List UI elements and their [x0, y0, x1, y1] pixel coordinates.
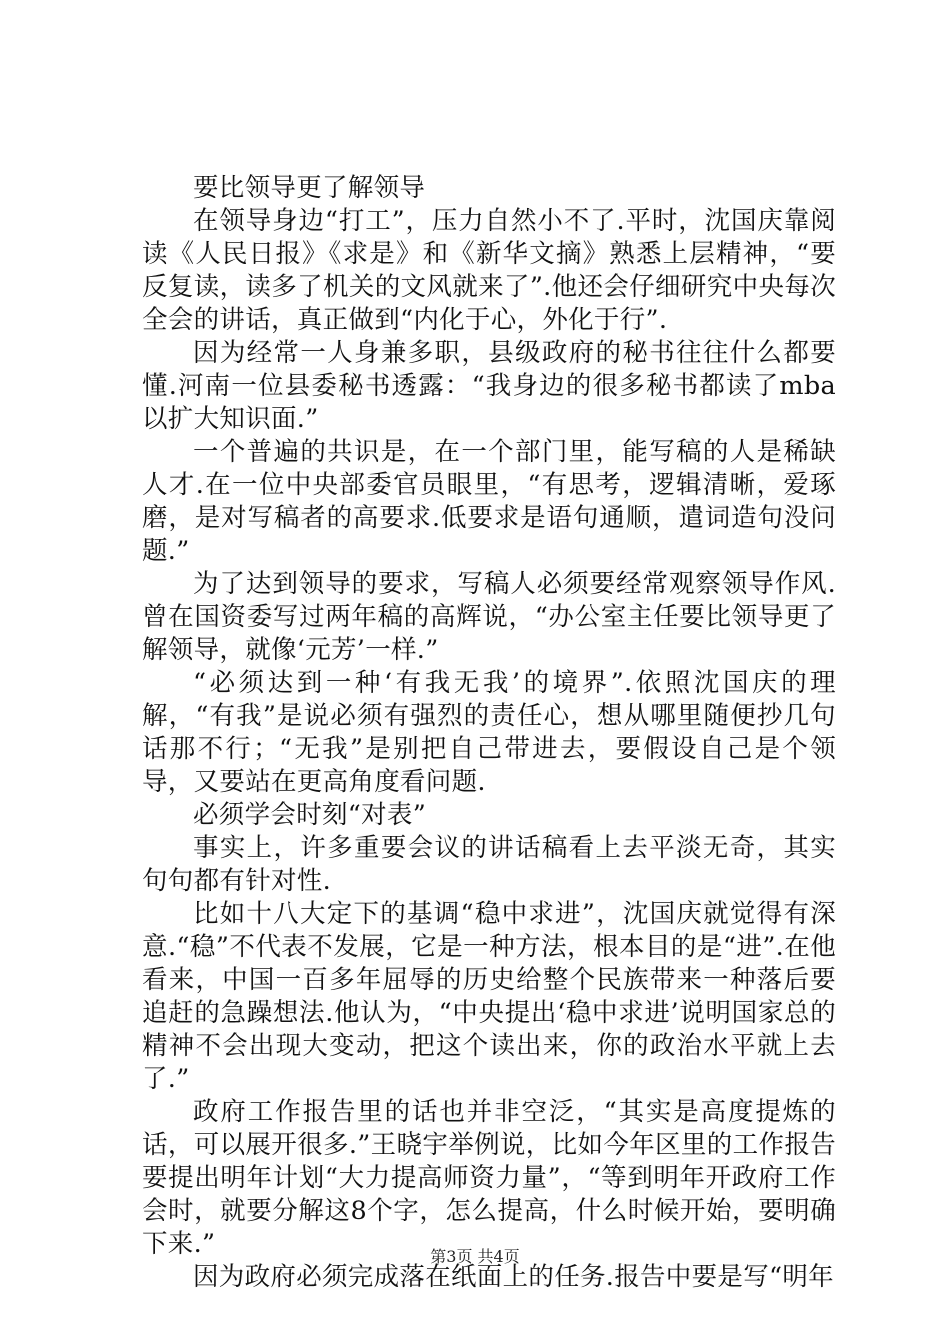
- paragraph: “必须达到一种‘有我无我’的境界”.依照沈国庆的理解，“有我”是说必须有强烈的责任心，想从哪里随便抄几句话那不行；“无我”是别把自己带进去，要假设自己是个领导，又要站在更高角度看问题.: [142, 668, 836, 797]
- paragraph: 政府工作报告里的话也并非空泛，“其实是高度提炼的话，可以展开很多.”王晓宇举例说，比如今年区里的工作报告要提出明年计划“大力提高师资力量”，“等到明年开政府工作会时，就要分解这8个字，怎么提高，什么时候开始，要明确下来.”: [142, 1097, 836, 1259]
- paragraph: 比如十八大定下的基调“稳中求进”，沈国庆就觉得有深意.“稳”不代表不发展，它是一种方法，根本目的是“进”.在他看来，中国一百多年屈辱的历史给整个民族带来一种落后要追赶的急躁想法.他认为，“中央提出‘稳中求进’说明国家总的精神不会出现大变动，把这个读出来，你的政治水平就上去了.”: [142, 899, 836, 1094]
- paragraph: 因为政府必须完成落在纸面上的任务.报告中要是写“明年: [193, 1262, 834, 1292]
- page-body: [142, 172, 836, 1294]
- paragraph: 因为经常一人身兼多职，县级政府的秘书往往什么都要懂.河南一位县委秘书透露：“我身边的很多秘书都读了mba以扩大知识面.”: [142, 338, 836, 434]
- section-heading: 要比领导更了解领导: [193, 173, 426, 203]
- paragraph: 为了达到领导的要求，写稿人必须要经常观察领导作风.曾在国资委写过两年稿的高辉说，“办公室主任要比领导更了解领导，就像‘元芳’一样.”: [142, 569, 836, 665]
- page-number: 第3页 共4页: [430, 1247, 520, 1266]
- paragraph: 一个普遍的共识是，在一个部门里，能写稿的人是稀缺人才.在一位中央部委官员眼里，“有思考，逻辑清晰，爱琢磨，是对写稿者的高要求.低要求是语句通顺，遣词造句没问题.”: [142, 437, 836, 566]
- paragraph: 在领导身边“打工”，压力自然小不了.平时，沈国庆靠阅读《人民日报》《求是》和《新华文摘》熟悉上层精神，“要反复读，读多了机关的文风就来了”.他还会仔细研究中央每次全会的讲话，真正做到“内化于心，外化于行”.: [142, 206, 836, 335]
- section-heading: 必须学会时刻“对表”: [193, 800, 427, 830]
- paragraph: 事实上，许多重要会议的讲话稿看上去平淡无奇，其实句句都有针对性.: [142, 833, 836, 896]
